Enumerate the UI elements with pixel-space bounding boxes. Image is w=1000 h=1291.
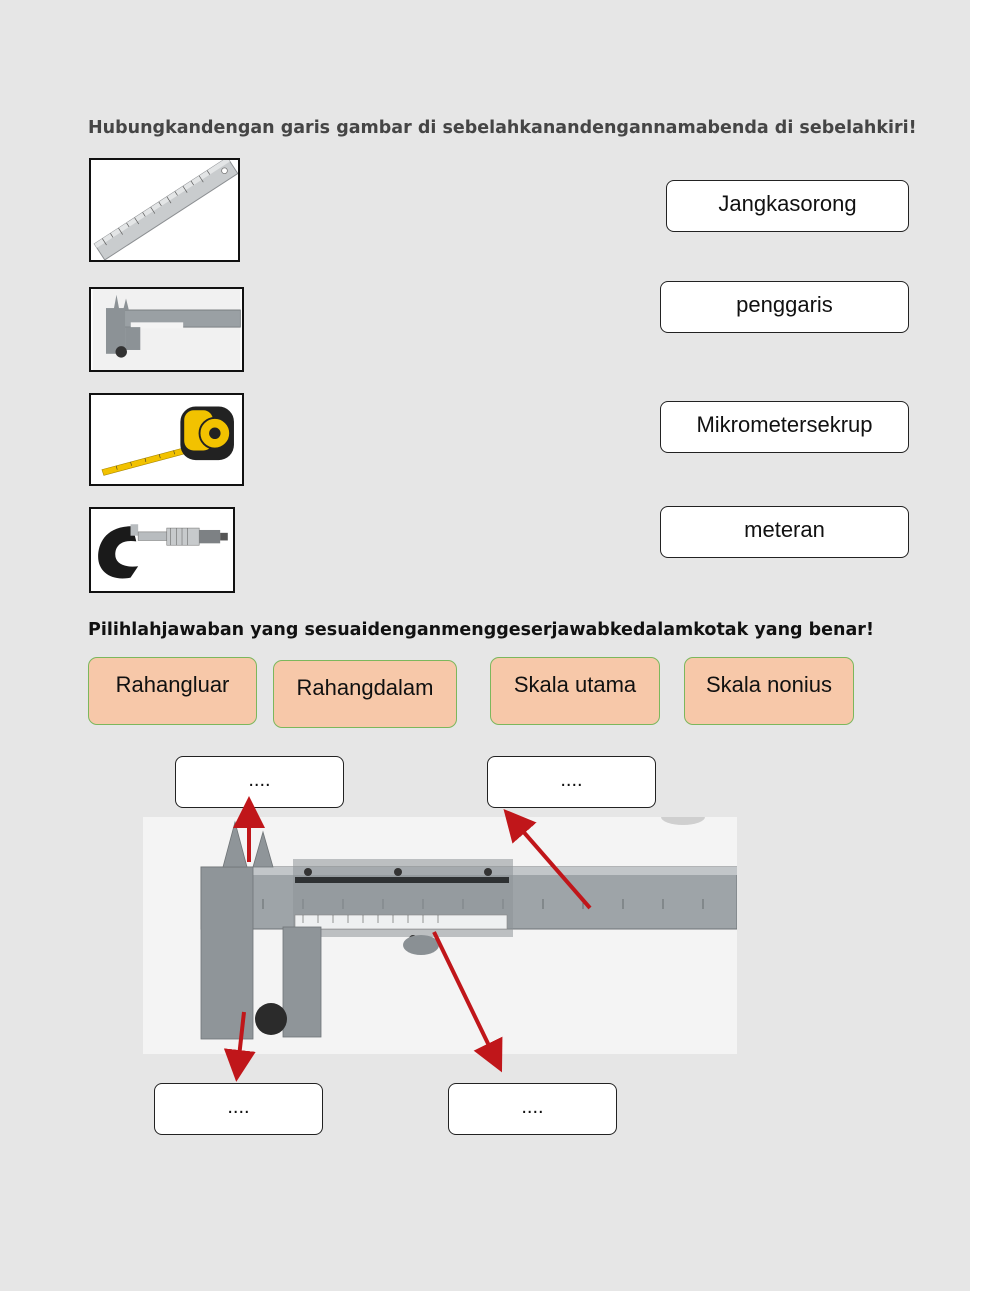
drag-instruction: Pilihlahjawaban yang sesuaidenganmenggeserjawabkedalamkotak yang benar!	[88, 620, 874, 640]
answer-chip-skala-utama[interactable]	[490, 657, 660, 725]
name-label: Mikrometersekrup	[696, 412, 873, 437]
vernier-caliper-image	[89, 287, 244, 372]
answer-chip-rahangluar[interactable]	[88, 657, 257, 725]
answer-chip-skala-nonius[interactable]	[684, 657, 854, 725]
drop-box-bottom-right[interactable]	[448, 1083, 617, 1135]
drop-placeholder: ....	[248, 769, 271, 791]
chip-label: Rahangluar	[115, 672, 230, 697]
drop-box-top-left[interactable]	[175, 756, 344, 808]
name-label: Jangkasorong	[718, 191, 857, 216]
name-box-penggaris[interactable]	[660, 281, 909, 333]
name-box-mikrometersekrup[interactable]	[660, 401, 909, 453]
drop-box-bottom-left[interactable]	[154, 1083, 323, 1135]
ruler-image	[89, 158, 240, 262]
chip-label: Skala utama	[513, 672, 637, 697]
chip-label: Skala nonius	[706, 672, 832, 697]
drop-placeholder: ....	[560, 769, 583, 791]
name-label: penggaris	[736, 292, 833, 317]
name-box-jangkasorong[interactable]	[666, 180, 909, 232]
drop-placeholder: ....	[227, 1096, 250, 1118]
name-label: meteran	[744, 517, 825, 542]
chip-label: Rahangdalam	[296, 675, 434, 700]
micrometer-image	[89, 507, 235, 593]
matching-instruction: Hubungkandengan garis gambar di sebelahkanandengannamabenda di sebelahkiri!	[88, 118, 917, 138]
drop-box-top-right[interactable]	[487, 756, 656, 808]
drop-placeholder: ....	[521, 1096, 544, 1118]
caliper-diagram-image	[143, 817, 737, 1054]
answer-chip-rahangdalam[interactable]	[273, 660, 457, 728]
name-box-meteran[interactable]	[660, 506, 909, 558]
measuring-tape-image	[89, 393, 244, 486]
